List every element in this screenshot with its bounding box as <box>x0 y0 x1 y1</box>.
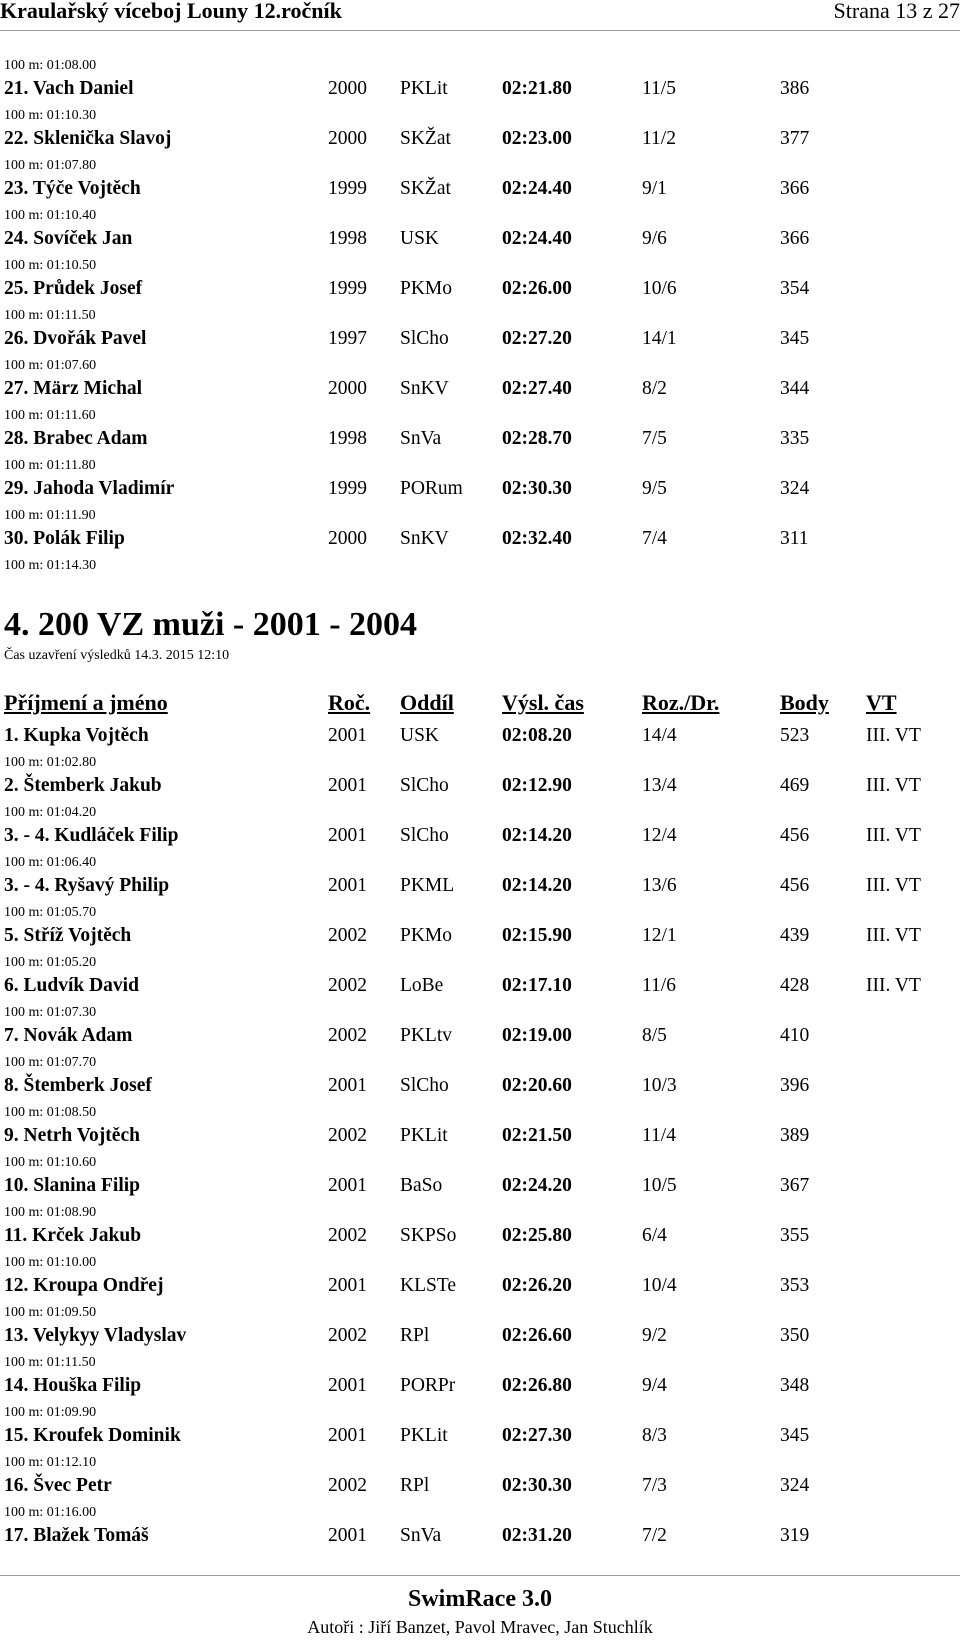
result-row <box>0 328 960 378</box>
club-code: SKPSo <box>400 1225 457 1246</box>
result-time: 02:24.40 <box>502 178 572 199</box>
club-code: PKLit <box>400 1125 448 1146</box>
club-code: PORPr <box>400 1375 456 1396</box>
birth-year: 1997 <box>328 328 367 349</box>
heat-lane: 12/1 <box>642 925 677 946</box>
result-main-line <box>0 825 960 853</box>
birth-year: 2002 <box>328 1325 367 1346</box>
result-main-line <box>0 78 960 106</box>
heat-lane: 7/2 <box>642 1525 667 1546</box>
athlete-name: 7. Novák Adam <box>4 1025 133 1046</box>
heat-lane: 7/5 <box>642 428 667 449</box>
results-list <box>0 725 960 1575</box>
split-time: 100 m: 01:07.60 <box>4 358 97 373</box>
club-code: PORum <box>400 478 463 499</box>
club-code: PKLit <box>400 1425 448 1446</box>
footer-app-name: SwimRace 3.0 <box>408 1586 552 1612</box>
points: 311 <box>780 528 809 549</box>
heat-lane: 13/4 <box>642 775 677 796</box>
result-row <box>0 775 960 825</box>
heat-lane: 9/1 <box>642 178 667 199</box>
points: 335 <box>780 428 810 449</box>
birth-year: 1999 <box>328 478 367 499</box>
result-main-line <box>0 725 960 753</box>
club-code: LoBe <box>400 975 444 996</box>
points: 345 <box>780 328 810 349</box>
points: 324 <box>780 1475 810 1496</box>
club-code: SnKV <box>400 378 449 399</box>
athlete-name: 25. Průdek Josef <box>4 278 143 299</box>
points: 367 <box>780 1175 810 1196</box>
points: 410 <box>780 1025 810 1046</box>
birth-year: 2000 <box>328 378 367 399</box>
club-code: PKMo <box>400 278 453 299</box>
heat-lane: 10/4 <box>642 1275 677 1296</box>
split-time: 100 m: 01:14.30 <box>4 558 97 573</box>
result-row <box>0 378 960 428</box>
result-time: 02:17.10 <box>502 975 572 996</box>
club-code: SnKV <box>400 528 449 549</box>
performance-class: III. VT <box>866 975 921 996</box>
athlete-name: 30. Polák Filip <box>4 528 125 549</box>
birth-year: 2002 <box>328 1475 367 1496</box>
athlete-name: 13. Velykyy Vladyslav <box>4 1325 187 1346</box>
split-time: 100 m: 01:08.90 <box>4 1205 97 1220</box>
split-time: 100 m: 01:12.10 <box>4 1455 97 1470</box>
result-row <box>0 1125 960 1175</box>
performance-class: III. VT <box>866 875 921 896</box>
result-time: 02:27.40 <box>502 378 572 399</box>
split-time: 100 m: 01:11.50 <box>4 1355 96 1370</box>
birth-year: 2001 <box>328 1175 367 1196</box>
result-row <box>0 725 960 775</box>
result-row <box>0 428 960 478</box>
club-code: SlCho <box>400 775 449 796</box>
birth-year: 2001 <box>328 1525 367 1546</box>
result-main-line <box>0 975 960 1003</box>
birth-year: 2001 <box>328 825 367 846</box>
points: 428 <box>780 975 810 996</box>
result-time: 02:23.00 <box>502 128 572 149</box>
club-code: USK <box>400 725 440 746</box>
result-row <box>0 1525 960 1575</box>
performance-class: III. VT <box>866 825 921 846</box>
heat-lane: 10/6 <box>642 278 677 299</box>
split-time: 100 m: 01:10.00 <box>4 1255 97 1270</box>
col-header-name: Příjmení a jméno <box>4 690 168 715</box>
points: 345 <box>780 1425 810 1446</box>
header-divider <box>0 30 960 31</box>
split-time: 100 m: 01:07.30 <box>4 1005 97 1020</box>
split-time: 100 m: 01:11.80 <box>4 458 96 473</box>
club-code: RPl <box>400 1325 430 1346</box>
birth-year: 1999 <box>328 278 367 299</box>
heat-lane: 11/6 <box>642 975 676 996</box>
result-main-line <box>0 1375 960 1403</box>
heat-lane: 14/1 <box>642 328 677 349</box>
result-row <box>0 278 960 328</box>
performance-class: III. VT <box>866 925 921 946</box>
athlete-name: 6. Ludvík David <box>4 975 139 996</box>
athlete-name: 1. Kupka Vojtěch <box>4 725 149 746</box>
heat-lane: 12/4 <box>642 825 677 846</box>
heat-lane: 11/2 <box>642 128 676 149</box>
result-main-line <box>0 1075 960 1103</box>
points: 353 <box>780 1275 810 1296</box>
result-main-line <box>0 875 960 903</box>
athlete-name: 3. - 4. Ryšavý Philip <box>4 875 170 896</box>
performance-class: III. VT <box>866 775 921 796</box>
heat-lane: 9/4 <box>642 1375 667 1396</box>
points: 350 <box>780 1325 810 1346</box>
heat-lane: 7/4 <box>642 528 667 549</box>
birth-year: 1998 <box>328 228 367 249</box>
result-time: 02:25.80 <box>502 1225 572 1246</box>
result-time: 02:08.20 <box>502 725 572 746</box>
points: 469 <box>780 775 810 796</box>
result-row <box>0 1475 960 1525</box>
points: 324 <box>780 478 810 499</box>
column-headers <box>0 690 960 720</box>
result-row <box>0 1325 960 1375</box>
result-main-line <box>0 478 960 506</box>
birth-year: 2001 <box>328 775 367 796</box>
points: 377 <box>780 128 810 149</box>
results-closed-time: Čas uzavření výsledků 14.3. 2015 12:10 <box>4 648 230 663</box>
result-time: 02:28.70 <box>502 428 572 449</box>
heat-lane: 9/5 <box>642 478 667 499</box>
result-row <box>0 128 960 178</box>
club-code: SlCho <box>400 1075 449 1096</box>
points: 355 <box>780 1225 810 1246</box>
athlete-name: 15. Kroufek Dominik <box>4 1425 181 1446</box>
athlete-name: 26. Dvořák Pavel <box>4 328 147 349</box>
result-row <box>0 1375 960 1425</box>
points: 439 <box>780 925 810 946</box>
club-code: BaSo <box>400 1175 443 1196</box>
result-main-line <box>0 128 960 156</box>
result-time: 02:26.00 <box>502 278 572 299</box>
birth-year: 2000 <box>328 128 367 149</box>
result-time: 02:26.60 <box>502 1325 572 1346</box>
split-time: 100 m: 01:08.50 <box>4 1105 97 1120</box>
result-main-line <box>0 1175 960 1203</box>
heat-lane: 6/4 <box>642 1225 667 1246</box>
split-time: 100 m: 01:04.20 <box>4 805 97 820</box>
heat-lane: 8/3 <box>642 1425 667 1446</box>
club-code: SKŽat <box>400 178 451 199</box>
result-row <box>0 78 960 128</box>
points: 366 <box>780 178 810 199</box>
points: 389 <box>780 1125 810 1146</box>
split-time: 100 m: 01:11.60 <box>4 408 96 423</box>
heat-lane: 7/3 <box>642 1475 667 1496</box>
club-code: SlCho <box>400 328 449 349</box>
heat-lane: 8/5 <box>642 1025 667 1046</box>
club-code: SnVa <box>400 1525 442 1546</box>
col-header-year: Roč. <box>328 690 371 715</box>
result-time: 02:24.20 <box>502 1175 572 1196</box>
heat-lane: 10/5 <box>642 1175 677 1196</box>
athlete-name: 29. Jahoda Vladimír <box>4 478 175 499</box>
points: 348 <box>780 1375 810 1396</box>
athlete-name: 17. Blažek Tomáš <box>4 1525 149 1546</box>
athlete-name: 2. Štemberk Jakub <box>4 775 162 796</box>
result-row <box>0 825 960 875</box>
heat-lane: 10/3 <box>642 1075 677 1096</box>
result-row <box>0 228 960 278</box>
athlete-name: 21. Vach Daniel <box>4 78 134 99</box>
club-code: PKMo <box>400 925 453 946</box>
athlete-name: 11. Krček Jakub <box>4 1225 142 1246</box>
split-time: 100 m: 01:11.50 <box>4 308 96 323</box>
previous-results-list <box>0 78 960 578</box>
result-row <box>0 975 960 1025</box>
footer-authors: Autoři : Jiří Banzet, Pavol Mravec, Jan Stuchlík <box>307 1617 653 1637</box>
result-row <box>0 875 960 925</box>
club-code: PKLtv <box>400 1025 453 1046</box>
split-time: 100 m: 01:07.70 <box>4 1055 97 1070</box>
athlete-name: 14. Houška Filip <box>4 1375 142 1396</box>
split-time: 100 m: 01:16.00 <box>4 1505 97 1520</box>
result-row <box>0 178 960 228</box>
col-header-club: Oddíl <box>400 690 454 715</box>
document-title: Kraulařský víceboj Louny 12.ročník <box>0 0 342 23</box>
result-row <box>0 478 960 528</box>
birth-year: 2002 <box>328 925 367 946</box>
result-main-line <box>0 278 960 306</box>
result-row <box>0 925 960 975</box>
result-time: 02:24.40 <box>502 228 572 249</box>
result-time: 02:31.20 <box>502 1525 572 1546</box>
split-time: 100 m: 01:11.90 <box>4 508 96 523</box>
birth-year: 2002 <box>328 1225 367 1246</box>
athlete-name: 10. Slanina Filip <box>4 1175 141 1196</box>
result-time: 02:20.60 <box>502 1075 572 1096</box>
result-main-line <box>0 1475 960 1503</box>
birth-year: 2001 <box>328 875 367 896</box>
col-header-vt: VT <box>866 690 897 715</box>
result-main-line <box>0 775 960 803</box>
athlete-name: 16. Švec Petr <box>4 1475 112 1496</box>
split-time: 100 m: 01:05.70 <box>4 905 97 920</box>
result-time: 02:12.90 <box>502 775 572 796</box>
result-main-line <box>0 228 960 256</box>
split-time: 100 m: 01:08.00 <box>4 58 97 73</box>
result-time: 02:15.90 <box>502 925 572 946</box>
result-main-line <box>0 428 960 456</box>
result-time: 02:14.20 <box>502 825 572 846</box>
birth-year: 2002 <box>328 1125 367 1146</box>
result-main-line <box>0 1325 960 1353</box>
points: 386 <box>780 78 810 99</box>
result-main-line <box>0 1225 960 1253</box>
result-time: 02:30.30 <box>502 1475 572 1496</box>
split-time: 100 m: 01:02.80 <box>4 755 97 770</box>
athlete-name: 3. - 4. Kudláček Filip <box>4 825 179 846</box>
points: 366 <box>780 228 810 249</box>
heat-lane: 9/6 <box>642 228 667 249</box>
club-code: PKLit <box>400 78 448 99</box>
result-time: 02:21.50 <box>502 1125 572 1146</box>
result-time: 02:26.20 <box>502 1275 572 1296</box>
points: 344 <box>780 378 810 399</box>
birth-year: 2002 <box>328 1025 367 1046</box>
result-main-line <box>0 528 960 556</box>
athlete-name: 28. Brabec Adam <box>4 428 148 449</box>
club-code: PKML <box>400 875 455 896</box>
heat-lane: 11/4 <box>642 1125 676 1146</box>
split-time: 100 m: 01:10.50 <box>4 258 97 273</box>
birth-year: 1999 <box>328 178 367 199</box>
club-code: SKŽat <box>400 128 451 149</box>
athlete-name: 22. Sklenička Slavoj <box>4 128 172 149</box>
result-main-line <box>0 925 960 953</box>
result-time: 02:27.30 <box>502 1425 572 1446</box>
split-time: 100 m: 01:09.90 <box>4 1405 97 1420</box>
points: 523 <box>780 725 810 746</box>
split-time: 100 m: 01:07.80 <box>4 158 97 173</box>
performance-class: III. VT <box>866 725 921 746</box>
split-time: 100 m: 01:10.30 <box>4 108 97 123</box>
result-row <box>0 1425 960 1475</box>
birth-year: 2001 <box>328 1375 367 1396</box>
points: 456 <box>780 875 810 896</box>
result-time: 02:30.30 <box>502 478 572 499</box>
col-header-points: Body <box>780 690 829 715</box>
result-time: 02:26.80 <box>502 1375 572 1396</box>
result-main-line <box>0 378 960 406</box>
result-time: 02:14.20 <box>502 875 572 896</box>
club-code: USK <box>400 228 440 249</box>
points: 319 <box>780 1525 810 1546</box>
athlete-name: 27. März Michal <box>4 378 143 399</box>
split-time: 100 m: 01:09.50 <box>4 1305 97 1320</box>
points: 396 <box>780 1075 810 1096</box>
heat-lane: 11/5 <box>642 78 676 99</box>
points: 354 <box>780 278 810 299</box>
birth-year: 2002 <box>328 975 367 996</box>
result-time: 02:19.00 <box>502 1025 572 1046</box>
athlete-name: 12. Kroupa Ondřej <box>4 1275 164 1296</box>
result-time: 02:32.40 <box>502 528 572 549</box>
result-row <box>0 1025 960 1075</box>
split-time: 100 m: 01:06.40 <box>4 855 97 870</box>
footer-divider <box>0 1575 960 1576</box>
col-header-time: Výsl. čas <box>502 690 584 715</box>
heat-lane: 8/2 <box>642 378 667 399</box>
result-main-line <box>0 1025 960 1053</box>
club-code: SnVa <box>400 428 442 449</box>
result-row <box>0 528 960 578</box>
heat-lane: 9/2 <box>642 1325 667 1346</box>
section-title: 4. 200 VZ muži - 2001 - 2004 <box>4 606 418 643</box>
result-row <box>0 1075 960 1125</box>
birth-year: 1998 <box>328 428 367 449</box>
heat-lane: 13/6 <box>642 875 677 896</box>
col-header-heat: Roz./Dr. <box>642 690 720 715</box>
result-row <box>0 1175 960 1225</box>
athlete-name: 5. Stříž Vojtěch <box>4 925 132 946</box>
page-number: Strana 13 z 27 <box>833 0 960 23</box>
athlete-name: 9. Netrh Vojtěch <box>4 1125 140 1146</box>
result-row <box>0 1225 960 1275</box>
club-code: RPl <box>400 1475 430 1496</box>
birth-year: 2000 <box>328 78 367 99</box>
athlete-name: 8. Štemberk Josef <box>4 1075 152 1096</box>
club-code: SlCho <box>400 825 449 846</box>
birth-year: 2000 <box>328 528 367 549</box>
club-code: KLSTe <box>400 1275 457 1296</box>
result-main-line <box>0 328 960 356</box>
result-main-line <box>0 1275 960 1303</box>
heat-lane: 14/4 <box>642 725 677 746</box>
result-main-line <box>0 1125 960 1153</box>
split-time: 100 m: 01:05.20 <box>4 955 97 970</box>
birth-year: 2001 <box>328 1075 367 1096</box>
athlete-name: 23. Týče Vojtěch <box>4 178 141 199</box>
split-time: 100 m: 01:10.40 <box>4 208 97 223</box>
points: 456 <box>780 825 810 846</box>
page-header <box>0 0 960 26</box>
birth-year: 2001 <box>328 725 367 746</box>
birth-year: 2001 <box>328 1425 367 1446</box>
birth-year: 2001 <box>328 1275 367 1296</box>
result-time: 02:27.20 <box>502 328 572 349</box>
result-main-line <box>0 1425 960 1453</box>
split-time: 100 m: 01:10.60 <box>4 1155 97 1170</box>
result-main-line <box>0 1525 960 1553</box>
result-row <box>0 1275 960 1325</box>
result-main-line <box>0 178 960 206</box>
athlete-name: 24. Sovíček Jan <box>4 228 133 249</box>
result-time: 02:21.80 <box>502 78 572 99</box>
